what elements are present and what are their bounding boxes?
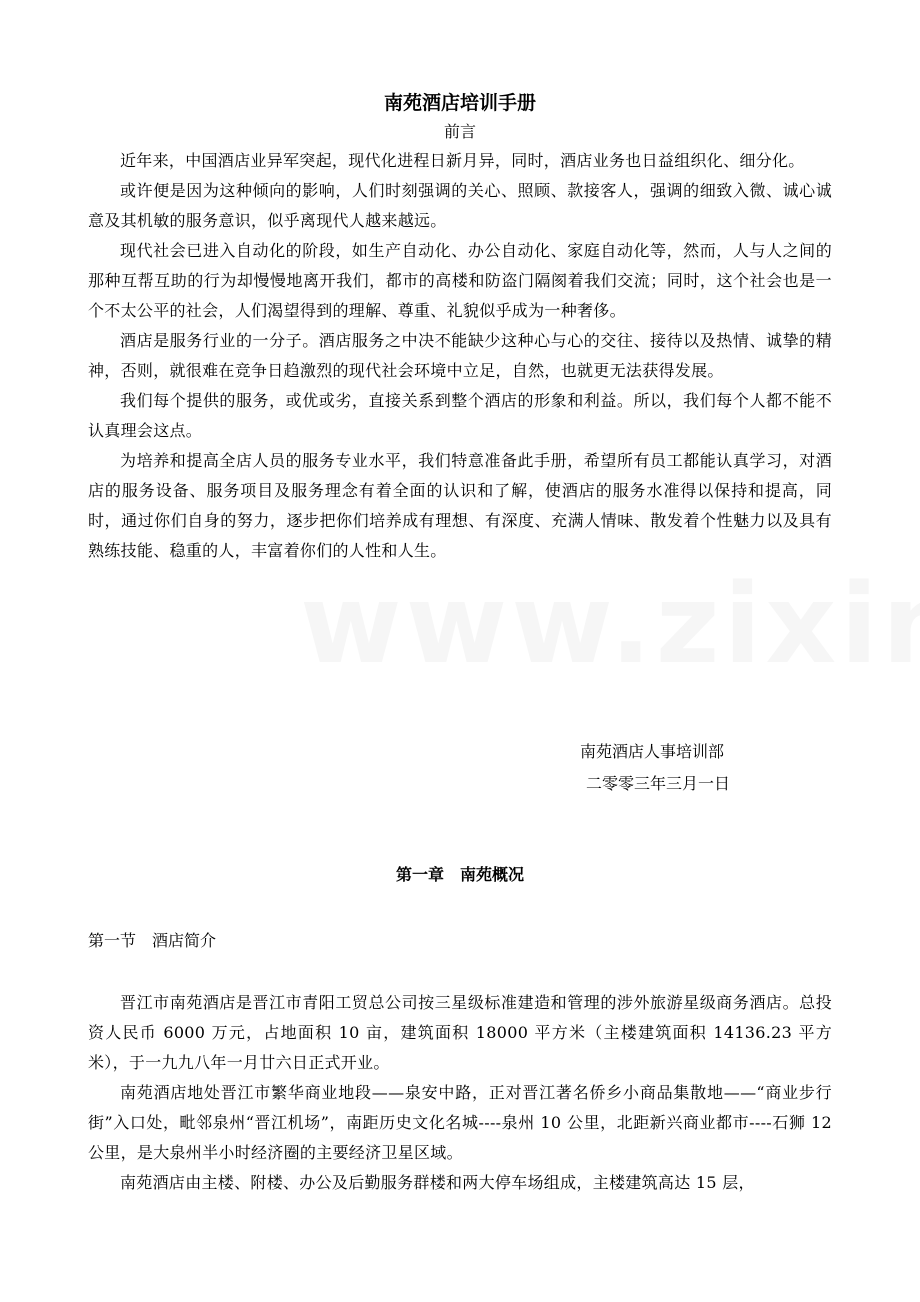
preface-heading: 前言	[443, 122, 476, 141]
preface-paragraph-6: 为培养和提高全店人员的服务专业水平，我们特意准备此手册，希望所有员工都能认真学习，对酒店的服务设备、服务项目及服务理念有着全面的认识和了解，使酒店的服务水准得以保持和提高，同时，通过你们自身的努力，逐步把你们培养成有理想、有深度、充满人情味、散发着个性魅力以及具有熟练技能、稳重的人，丰富着你们的人性和人生。	[88, 451, 832, 560]
preface-paragraph-3: 现代社会已进入自动化的阶段，如生产自动化、办公自动化、家庭自动化等，然而，人与人之间的那种互帮互助的行为却慢慢地离开我们，都市的高楼和防盗门隔阂着我们交流；同时，这个社会也是一个不太公平的社会，人们渴望得到的理解、尊重、礼貌似乎成为一种奢侈。	[88, 241, 832, 320]
section-title: 第一节 酒店简介	[88, 931, 217, 950]
preface-paragraph-5: 我们每个提供的服务，或优或劣，直接关系到整个酒店的形象和利益。所以，我们每个人都不能不认真理会这点。	[88, 391, 832, 440]
signature-department: 南苑酒店人事培训部	[580, 742, 725, 761]
preface-paragraph-4: 酒店是服务行业的一分子。酒店服务之中决不能缺少这种心与心的交往、接待以及热情、诚挚的精神，否则，就很难在竞争日趋激烈的现代社会环境中立足，自然，也就更无法获得发展。	[88, 331, 832, 380]
section-paragraph-2: 南苑酒店地处晋江市繁华商业地段——泉安中路，正对晋江著名侨乡小商品集散地——“商业步行街”入口处，毗邻泉州“晋江机场”，南距历史文化名城----泉州 10 公里，北距新兴商业都市----石狮 12 公里，是大泉州半小时经济圈的主要经济卫星区域。	[88, 1083, 832, 1162]
section-body	[88, 988, 832, 1198]
document-page	[88, 88, 832, 1192]
section-paragraph-3: 南苑酒店由主楼、附楼、办公及后勤服务群楼和两大停车场组成，主楼建筑高达 15 层，	[120, 1173, 755, 1192]
section-paragraph-1: 晋江市南苑酒店是晋江市青阳工贸总公司按三星级标准建造和管理的涉外旅游星级商务酒店。总投资人民币 6000 万元，占地面积 10 亩，建筑面积 18000 平方米（主楼建筑面积 14136.23 平方米），于一九九八年一月廿六日正式开业。	[88, 993, 832, 1072]
preface-body	[88, 146, 832, 566]
document-title: 南苑酒店培训手册	[383, 92, 536, 114]
preface-paragraph-1: 近年来，中国酒店业异军突起，现代化进程日新月异，同时，酒店业务也日益组织化、细分化。	[120, 151, 805, 170]
signature-date: 二零零三年三月一日	[586, 774, 731, 793]
watermark	[300, 560, 920, 688]
preface-paragraph-2: 或许便是因为这种倾向的影响，人们时刻强调的关心、照顾、款接客人，强调的细致入微、诚心诚意及其机敏的服务意识，似乎离现代人越来越远。	[88, 181, 832, 230]
chapter-title: 第一章 南苑概况	[395, 865, 524, 884]
